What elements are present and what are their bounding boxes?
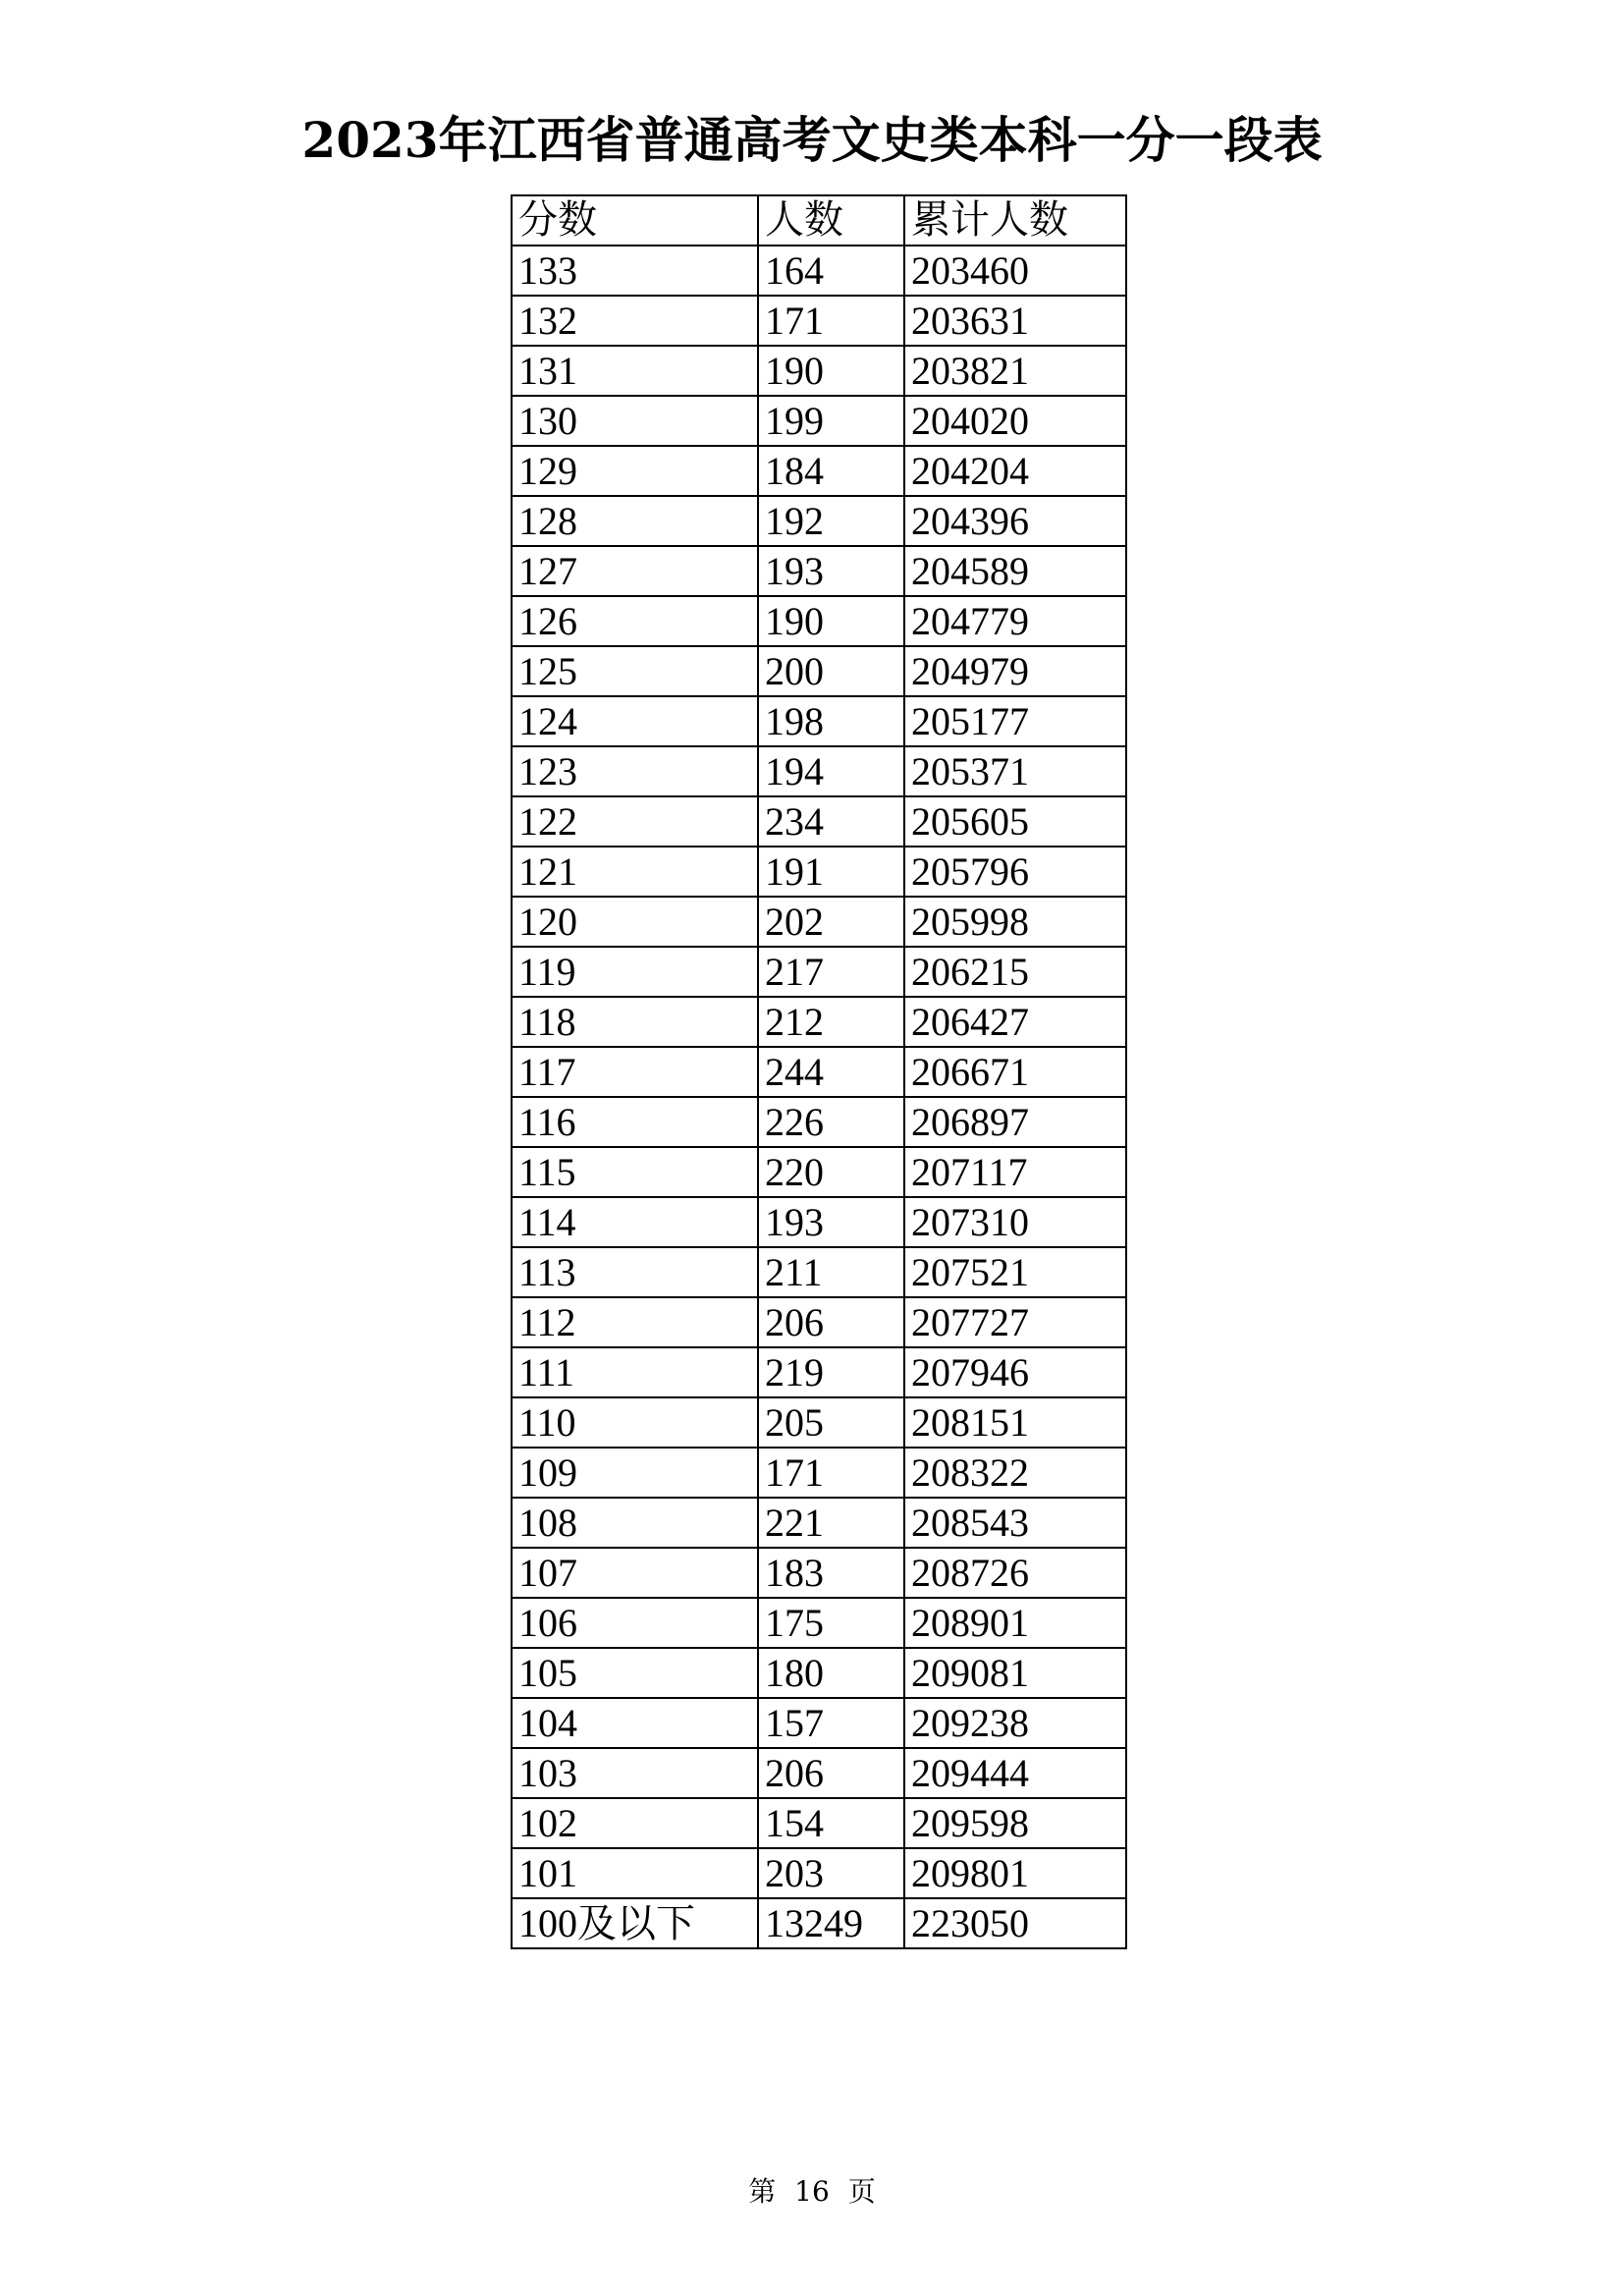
cell-score: 122 [512, 796, 758, 847]
cell-count: 244 [758, 1047, 904, 1097]
cell-count: 164 [758, 246, 904, 296]
cell-count: 175 [758, 1598, 904, 1648]
cell-cumulative: 208543 [904, 1498, 1126, 1548]
cell-score: 115 [512, 1147, 758, 1197]
cell-score: 104 [512, 1698, 758, 1748]
cell-score: 102 [512, 1798, 758, 1848]
header-count: 人数 [758, 195, 904, 246]
cell-score: 132 [512, 296, 758, 346]
table-row [512, 1898, 1126, 1948]
cell-count: 184 [758, 446, 904, 496]
cell-cumulative: 205371 [904, 746, 1126, 796]
cell-cumulative: 204589 [904, 546, 1126, 596]
cell-count: 191 [758, 847, 904, 897]
cell-score: 100及以下 [512, 1898, 758, 1948]
cell-count: 192 [758, 496, 904, 546]
cell-score: 129 [512, 446, 758, 496]
table-row [512, 496, 1126, 546]
cell-cumulative: 206671 [904, 1047, 1126, 1097]
cell-score: 108 [512, 1498, 758, 1548]
cell-cumulative: 223050 [904, 1898, 1126, 1948]
cell-score: 111 [512, 1347, 758, 1397]
cell-count: 194 [758, 746, 904, 796]
cell-score: 124 [512, 696, 758, 746]
table-row [512, 1498, 1126, 1548]
cell-score: 101 [512, 1848, 758, 1898]
table-row [512, 1448, 1126, 1498]
cell-score: 106 [512, 1598, 758, 1648]
table-row [512, 847, 1126, 897]
cell-cumulative: 206215 [904, 947, 1126, 997]
table-row [512, 1197, 1126, 1247]
page-title: 2023年江西省普通高考文史类本科一分一段表 [301, 111, 1323, 169]
table-row [512, 1548, 1126, 1598]
cell-score: 110 [512, 1397, 758, 1448]
cell-count: 183 [758, 1548, 904, 1598]
cell-cumulative: 207521 [904, 1247, 1126, 1297]
cell-cumulative: 203631 [904, 296, 1126, 346]
cell-count: 202 [758, 897, 904, 947]
cell-score: 114 [512, 1197, 758, 1247]
cell-cumulative: 208726 [904, 1548, 1126, 1598]
cell-cumulative: 208151 [904, 1397, 1126, 1448]
footer-page-number: 16 [794, 2175, 830, 2208]
cell-cumulative: 206427 [904, 997, 1126, 1047]
table-row [512, 1848, 1126, 1898]
cell-count: 205 [758, 1397, 904, 1448]
cell-cumulative: 207117 [904, 1147, 1126, 1197]
table-row [512, 696, 1126, 746]
cell-score: 103 [512, 1748, 758, 1798]
table-row [512, 1297, 1126, 1347]
cell-count: 212 [758, 997, 904, 1047]
cell-score: 123 [512, 746, 758, 796]
cell-count: 171 [758, 1448, 904, 1498]
cell-cumulative: 207727 [904, 1297, 1126, 1347]
cell-cumulative: 204979 [904, 646, 1126, 696]
table-row [512, 646, 1126, 696]
table-header [512, 195, 1126, 246]
table-row [512, 246, 1126, 296]
table-body [512, 246, 1126, 1948]
cell-score: 130 [512, 396, 758, 446]
table-row [512, 346, 1126, 396]
cell-cumulative: 204020 [904, 396, 1126, 446]
cell-count: 220 [758, 1147, 904, 1197]
header-cumulative: 累计人数 [904, 195, 1126, 246]
score-table [511, 194, 1127, 1949]
cell-cumulative: 205177 [904, 696, 1126, 746]
table-row [512, 947, 1126, 997]
cell-count: 234 [758, 796, 904, 847]
cell-count: 13249 [758, 1898, 904, 1948]
cell-cumulative: 209801 [904, 1848, 1126, 1898]
header-row [512, 195, 1126, 246]
cell-count: 217 [758, 947, 904, 997]
cell-count: 171 [758, 296, 904, 346]
cell-count: 180 [758, 1648, 904, 1698]
cell-cumulative: 209444 [904, 1748, 1126, 1798]
table-row [512, 796, 1126, 847]
cell-cumulative: 208322 [904, 1448, 1126, 1498]
cell-count: 157 [758, 1698, 904, 1748]
table-row [512, 997, 1126, 1047]
table-row [512, 1397, 1126, 1448]
cell-cumulative: 209081 [904, 1648, 1126, 1698]
table-row [512, 1648, 1126, 1698]
cell-count: 193 [758, 1197, 904, 1247]
cell-score: 121 [512, 847, 758, 897]
page-footer [0, 2172, 1624, 2212]
cell-score: 131 [512, 346, 758, 396]
cell-count: 200 [758, 646, 904, 696]
table-row [512, 1698, 1126, 1748]
cell-cumulative: 207310 [904, 1197, 1126, 1247]
cell-cumulative: 209598 [904, 1798, 1126, 1848]
footer-prefix: 第 [748, 2175, 777, 2208]
cell-count: 211 [758, 1247, 904, 1297]
table-row [512, 1097, 1126, 1147]
table-row [512, 1247, 1126, 1297]
cell-count: 190 [758, 596, 904, 646]
table-row [512, 296, 1126, 346]
cell-score: 125 [512, 646, 758, 696]
cell-count: 221 [758, 1498, 904, 1548]
cell-score: 126 [512, 596, 758, 646]
cell-cumulative: 203821 [904, 346, 1126, 396]
cell-score: 105 [512, 1648, 758, 1698]
header-score: 分数 [512, 195, 758, 246]
cell-cumulative: 205998 [904, 897, 1126, 947]
table-row [512, 1047, 1126, 1097]
footer-suffix: 页 [847, 2175, 876, 2208]
cell-score: 127 [512, 546, 758, 596]
cell-score: 116 [512, 1097, 758, 1147]
table-row [512, 1748, 1126, 1798]
cell-count: 190 [758, 346, 904, 396]
table-row [512, 1147, 1126, 1197]
cell-cumulative: 203460 [904, 246, 1126, 296]
cell-count: 154 [758, 1798, 904, 1848]
cell-score: 113 [512, 1247, 758, 1297]
cell-cumulative: 208901 [904, 1598, 1126, 1648]
cell-score: 128 [512, 496, 758, 546]
table-row [512, 446, 1126, 496]
cell-count: 219 [758, 1347, 904, 1397]
cell-score: 120 [512, 897, 758, 947]
table-row [512, 1598, 1126, 1648]
cell-cumulative: 204779 [904, 596, 1126, 646]
cell-cumulative: 205796 [904, 847, 1126, 897]
cell-cumulative: 207946 [904, 1347, 1126, 1397]
table-row [512, 546, 1126, 596]
cell-cumulative: 206897 [904, 1097, 1126, 1147]
cell-count: 199 [758, 396, 904, 446]
table-row [512, 396, 1126, 446]
cell-score: 109 [512, 1448, 758, 1498]
cell-cumulative: 205605 [904, 796, 1126, 847]
cell-cumulative: 204396 [904, 496, 1126, 546]
cell-count: 203 [758, 1848, 904, 1898]
cell-score: 117 [512, 1047, 758, 1097]
cell-score: 119 [512, 947, 758, 997]
table-row [512, 1798, 1126, 1848]
cell-cumulative: 204204 [904, 446, 1126, 496]
table-row [512, 897, 1126, 947]
cell-count: 193 [758, 546, 904, 596]
cell-count: 198 [758, 696, 904, 746]
cell-score: 112 [512, 1297, 758, 1347]
cell-score: 133 [512, 246, 758, 296]
table-row [512, 746, 1126, 796]
cell-count: 226 [758, 1097, 904, 1147]
cell-score: 118 [512, 997, 758, 1047]
table-row [512, 1347, 1126, 1397]
cell-count: 206 [758, 1748, 904, 1798]
cell-count: 206 [758, 1297, 904, 1347]
table-row [512, 596, 1126, 646]
cell-score: 107 [512, 1548, 758, 1598]
cell-cumulative: 209238 [904, 1698, 1126, 1748]
